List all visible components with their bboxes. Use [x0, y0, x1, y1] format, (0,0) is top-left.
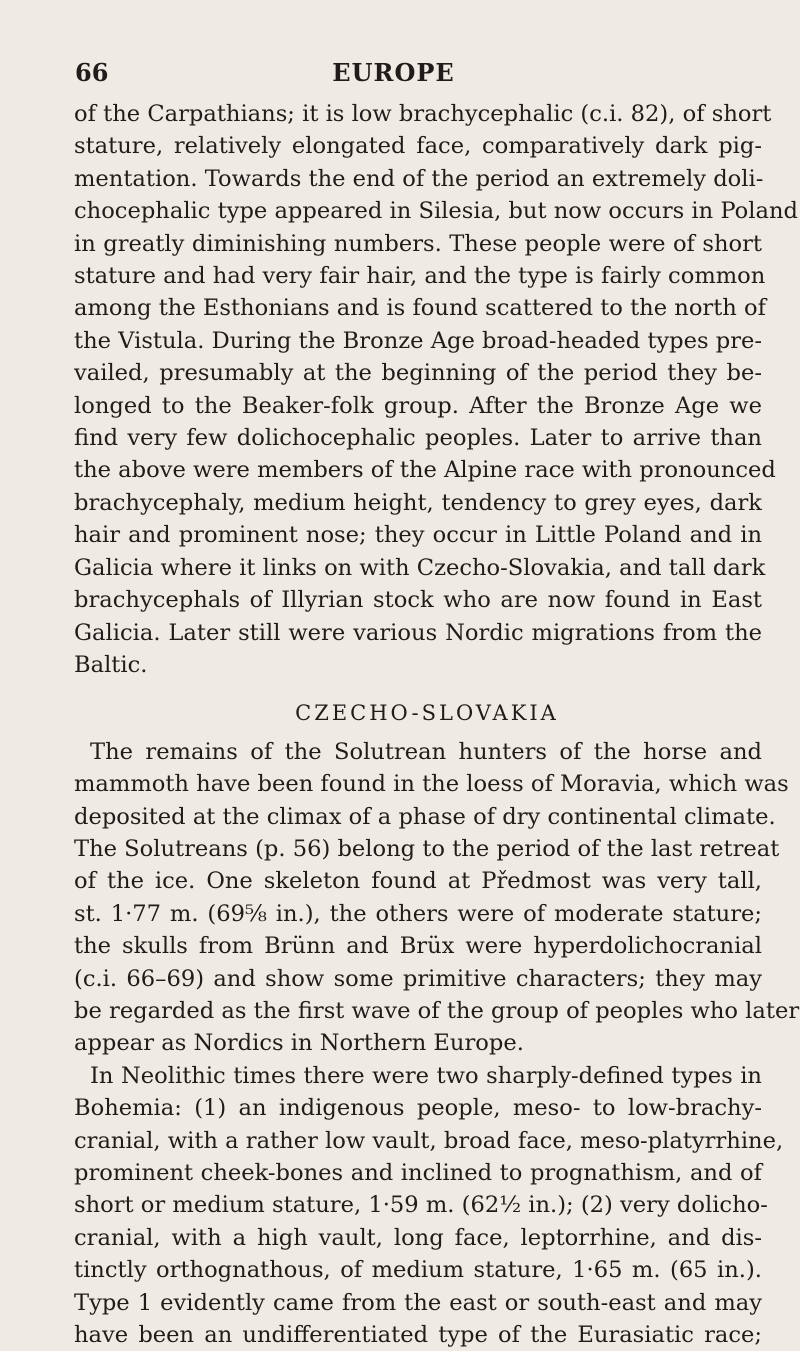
paragraph-solutrean: [74, 736, 800, 1060]
text-line: be regarded as the first wave of the group of peoples who later: [74, 997, 800, 1024]
text-line: The remains of the Solutrean hunters of the horse and: [90, 738, 762, 765]
text-line: Galicia. Later still were various Nordic migrations from the: [74, 619, 762, 646]
text-line: deposited at the climax of a phase of dry continental climate.: [74, 803, 776, 830]
text-line: Baltic.: [74, 651, 148, 678]
text-line: In Neolithic times there were two sharply-defined types in: [90, 1062, 762, 1089]
paragraph-neolithic: [74, 1060, 784, 1351]
text-line: of the ice. One skeleton found at Předmost was very tall,: [74, 868, 762, 895]
text-line: mammoth have been found in the loess of Moravia, which was: [74, 771, 789, 798]
text-line: longed to the Beaker-folk group. After the Bronze Age we: [74, 392, 762, 419]
page-header: [75, 58, 752, 90]
text-line: find very few dolichocephalic peoples. Later to arrive than: [74, 425, 762, 452]
text-line: hair and prominent nose; they occur in Little Poland and in: [74, 522, 762, 549]
text-line: Bohemia: (1) an indigenous people, meso- to low-brachy-: [74, 1095, 762, 1122]
text-line: appear as Nordics in Northern Europe.: [74, 1030, 524, 1057]
text-line: tinctly orthognathous, of medium stature, 1·65 m. (65 in.).: [74, 1257, 762, 1284]
text-line: st. 1·77 m. (69⅝ in.), the others were of moderate stature;: [74, 900, 762, 927]
text-line: mentation. Towards the end of the period an extremely doli-: [74, 165, 764, 192]
text-line: the above were members of the Alpine race with pronounced: [74, 457, 776, 484]
text-line: brachycephals of Illyrian stock who are now found in East: [74, 587, 762, 614]
page-number: 66: [75, 58, 109, 87]
text-line: among the Esthonians and is found scattered to the north of: [74, 295, 766, 322]
text-line: have been an undifferentiated type of the Eurasiatic race;: [74, 1322, 762, 1349]
text-line: stature, relatively elongated face, comparatively dark pig-: [74, 133, 762, 160]
text-line: in greatly diminishing numbers. These people were of short: [74, 230, 762, 257]
text-line: The Solutreans (p. 56) belong to the period of the last retreat: [74, 835, 780, 862]
text-line: (c.i. 66–69) and show some primitive characters; they may: [74, 965, 762, 992]
section-heading: CZECHO-SLOVAKIA: [295, 701, 559, 726]
text-line: short or medium stature, 1·59 m. (62½ in.); (2) very dolicho-: [74, 1192, 768, 1219]
paragraph-carpathians: [74, 98, 798, 681]
page-body: [74, 98, 800, 1351]
text-line: Type 1 evidently came from the east or south-east and may: [74, 1289, 762, 1316]
text-line: cranial, with a high vault, long face, leptorrhine, and dis-: [74, 1224, 762, 1251]
text-line: prominent cheek-bones and inclined to prognathism, and of: [74, 1160, 762, 1186]
running-head: EUROPE: [332, 58, 455, 87]
text-line: brachycephaly, medium height, tendency to grey eyes, dark: [74, 489, 762, 516]
text-line: vailed, presumably at the beginning of the period they be-: [74, 360, 762, 387]
text-line: of the Carpathians; it is low brachycephalic (c.i. 82), of short: [74, 101, 772, 127]
text-line: Galicia where it links on with Czecho-Slovakia, and tall dark: [74, 554, 766, 581]
text-line: chocephalic type appeared in Silesia, but now occurs in Poland: [74, 198, 798, 225]
text-line: the skulls from Brünn and Brüx were hyperdolichocranial: [74, 933, 762, 960]
text-line: cranial, with a rather low vault, broad face, meso-platyrrhine,: [74, 1127, 784, 1154]
text-line: the Vistula. During the Bronze Age broad-headed types pre-: [74, 327, 763, 354]
text-line: stature and had very fair hair, and the type is fairly common: [74, 263, 766, 290]
